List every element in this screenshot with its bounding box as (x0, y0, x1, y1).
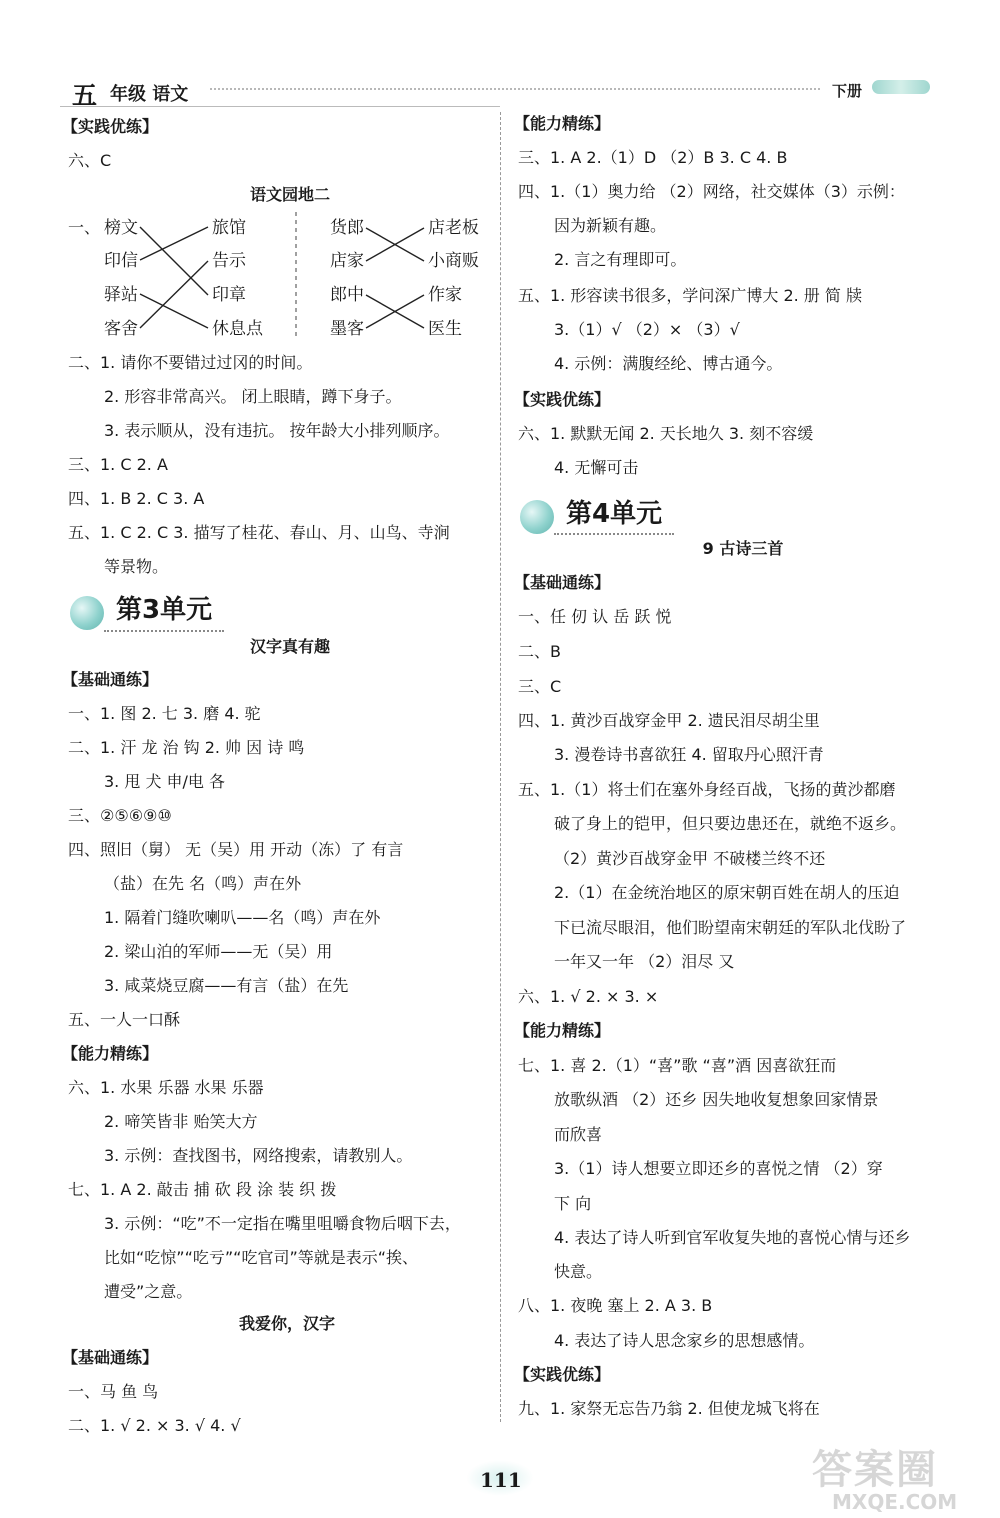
match-word: 驿站 (104, 285, 138, 305)
answer-line: 2. 梁山泊的军师——无（吴）用 (104, 942, 333, 961)
answer-line: 4. 无懈可击 (554, 458, 639, 477)
lesson-title: 汉字真有趣 (249, 637, 330, 656)
unit-title: 第3单元 (116, 595, 213, 625)
answer-line: 四、1.（1）奥力给 （2）网络，社交媒体（3）示例： (518, 182, 905, 201)
lesson-title: 9 古诗三首 (702, 539, 784, 558)
answer-line: 五、1. 形容读书很多，学问深广博大 2. 册 简 牍 (518, 286, 862, 305)
lesson-title: 我爱你，汉字 (238, 1314, 335, 1333)
answer-line: 遭受”之意。 (104, 1282, 193, 1301)
match-word: 作家 (428, 285, 462, 305)
answer-line: 一、任 仞 认 岳 跃 悦 (518, 607, 672, 626)
answer-line: 五、1. C 2. C 3. 描写了桂花、春山、月、山鸟、寺涧 (68, 523, 450, 542)
answer-line: 2. 言之有理即可。 (554, 250, 687, 269)
section-basic: 【基础通练】 (62, 1348, 159, 1367)
watermark-logo: 答案圈 MXQE.COM (812, 1446, 958, 1514)
answer-line: 2.（1）在金统治地区的原宋朝百姓在胡人的压迫 (554, 883, 900, 902)
answer-line: 一年又一年 （2）泪尽 又 (554, 952, 735, 971)
match-word: 休息点 (212, 319, 263, 339)
answer-line: 快意。 (554, 1262, 603, 1281)
section-practice: 【实践优练】 (514, 390, 611, 409)
answer-line: 3.（1）√ （2）× （3）√ (554, 320, 740, 339)
answer-line: 一、1. 图 2. 七 3. 磨 4. 驼 (68, 704, 261, 723)
answer-line: 比如“吃惊”“吃亏”“吃官司”等就是表示“挨、 (104, 1248, 419, 1267)
answer-line: 四、照旧（舅） 无（吴）用 开动（冻）了 有言 (68, 840, 404, 859)
answer-line: 一、马 鱼 鸟 (68, 1382, 159, 1401)
match-word: 印章 (212, 285, 246, 305)
match-word: 店老板 (428, 218, 479, 238)
answer-line: 二、B (518, 642, 561, 661)
answer-line: 六、1. 默默无闻 2. 天长地久 3. 刻不容缓 (518, 424, 814, 443)
answer-line: 三、1. C 2. A (68, 455, 168, 474)
answer-line: 4. 表达了诗人思念家乡的思想感情。 (554, 1331, 815, 1350)
match-word: 货郎 (330, 218, 364, 238)
lesson-title: 语文园地二 (249, 185, 330, 204)
answer-line: 3. 示例：“吃”不一定指在嘴里咀嚼食物后咽下去， (104, 1214, 461, 1233)
page-number: 111 (480, 1468, 522, 1492)
answer-line: 放歌纵酒 （2）还乡 因失地收复想象回家情景 (554, 1090, 879, 1109)
answer-line: 3. 漫卷诗书喜欲狂 4. 留取丹心照汗青 (554, 745, 824, 764)
match-word: 郎中 (330, 285, 364, 305)
grade-subject: 年级 语文 (110, 84, 189, 105)
answer-line: 下 向 (554, 1194, 592, 1213)
answer-line: 六、C (68, 151, 112, 170)
answer-line: 2. 啼笑皆非 贻笑大方 (104, 1112, 258, 1131)
answer-line: 五、一人一口酥 (68, 1010, 181, 1029)
match-word: 告示 (212, 251, 246, 271)
answer-line: 八、1. 夜晚 塞上 2. A 3. B (518, 1296, 713, 1315)
answer-line: 三、1. A 2.（1）D （2）B 3. C 4. B (518, 148, 788, 167)
answer-line: 下已流尽眼泪，他们盼望南宋朝廷的军队北伐盼了 (554, 918, 907, 937)
match-word: 医生 (428, 319, 462, 339)
match-word: 小商贩 (428, 251, 479, 271)
answer-line: 六、1. 水果 乐器 水果 乐器 (68, 1078, 264, 1097)
answer-line: 二、1. √ 2. × 3. √ 4. √ (68, 1416, 241, 1435)
answer-line: 七、1. 喜 2.（1）“喜”歌 “喜”酒 因喜欲狂而 (518, 1056, 837, 1075)
match-prefix: 一、 (68, 218, 101, 237)
grade-number: 五 (72, 81, 98, 110)
answer-line: （2）黄沙百战穿金甲 不破楼兰终不还 (554, 849, 826, 868)
match-word: 墨客 (330, 319, 364, 339)
answer-line: 4. 表达了诗人听到官军收复失地的喜悦心情与还乡 (554, 1228, 911, 1247)
section-basic: 【基础通练】 (514, 573, 611, 592)
match-word: 客舍 (104, 319, 138, 339)
answer-line: 3.（1）诗人想要立即还乡的喜悦之情 （2）穿 (554, 1159, 883, 1178)
answer-line: 三、②⑤⑥⑨⑩ (68, 806, 172, 825)
answer-line: 五、1.（1）将士们在塞外身经百战，飞扬的黄沙都磨 (518, 780, 896, 799)
section-basic: 【基础通练】 (62, 670, 159, 689)
column-divider (500, 112, 501, 1422)
section-ability: 【能力精练】 (514, 1021, 611, 1040)
answer-line: 六、1. √ 2. × 3. × (518, 987, 659, 1006)
answer-line: 二、1. 请你不要错过过冈的时间。 (68, 353, 313, 372)
unit-underline (104, 630, 224, 632)
answer-line: 而欣喜 (554, 1125, 603, 1144)
answer-line: 3. 示例：查找图书，网络搜索，请教别人。 (104, 1146, 413, 1165)
answer-line: 四、1. 黄沙百战穿金甲 2. 遗民泪尽胡尘里 (518, 711, 820, 730)
answer-line: 四、1. B 2. C 3. A (68, 489, 205, 508)
page-header (60, 74, 940, 108)
answer-line: 七、1. A 2. 敲击 捕 砍 段 涂 装 织 拨 (68, 1180, 337, 1199)
unit-title: 第4单元 (566, 499, 663, 529)
answer-line: 1. 隔着门缝吹喇叭——名（鸣）声在外 (104, 908, 381, 927)
match-word: 旅馆 (212, 218, 246, 238)
answer-line: （盐）在先 名（鸣）声在外 (104, 874, 302, 893)
unit-badge-icon (70, 596, 104, 630)
match-word: 店家 (330, 251, 364, 271)
match-word: 榜文 (104, 218, 138, 238)
answer-line: 3. 表示顺从，没有违抗。 按年龄大小排列顺序。 (104, 421, 450, 440)
answer-line: 九、1. 家祭无忘告乃翁 2. 但使龙城飞将在 (518, 1399, 820, 1418)
answer-line: 4. 示例：满腹经纶、博古通今。 (554, 354, 783, 373)
match-word: 印信 (104, 251, 138, 271)
unit-badge-icon (520, 500, 554, 534)
header-dotted-rule (210, 88, 820, 90)
volume-label: 下册 (832, 82, 863, 100)
answer-line: 2. 形容非常高兴。 闭上眼睛，蹲下身子。 (104, 387, 402, 406)
answer-line: 3. 咸菜烧豆腐——有言（盐）在先 (104, 976, 349, 995)
header-underline (60, 106, 500, 107)
answer-line: 破了身上的铠甲，但只要边患还在，就绝不返乡。 (554, 814, 907, 833)
answer-line: 二、1. 汗 龙 治 钩 2. 帅 因 诗 鸣 (68, 738, 305, 757)
answer-line: 3. 甩 犬 申/电 各 (104, 772, 226, 791)
volume-decoration (872, 80, 930, 94)
answer-line: 因为新颖有趣。 (554, 216, 667, 235)
section-practice: 【实践优练】 (62, 117, 159, 136)
section-practice: 【实践优练】 (514, 1365, 611, 1384)
answer-line: 三、C (518, 677, 562, 696)
section-ability: 【能力精练】 (62, 1044, 159, 1063)
section-ability: 【能力精练】 (514, 114, 611, 133)
unit-underline (554, 533, 674, 535)
answer-line: 等景物。 (104, 557, 169, 576)
